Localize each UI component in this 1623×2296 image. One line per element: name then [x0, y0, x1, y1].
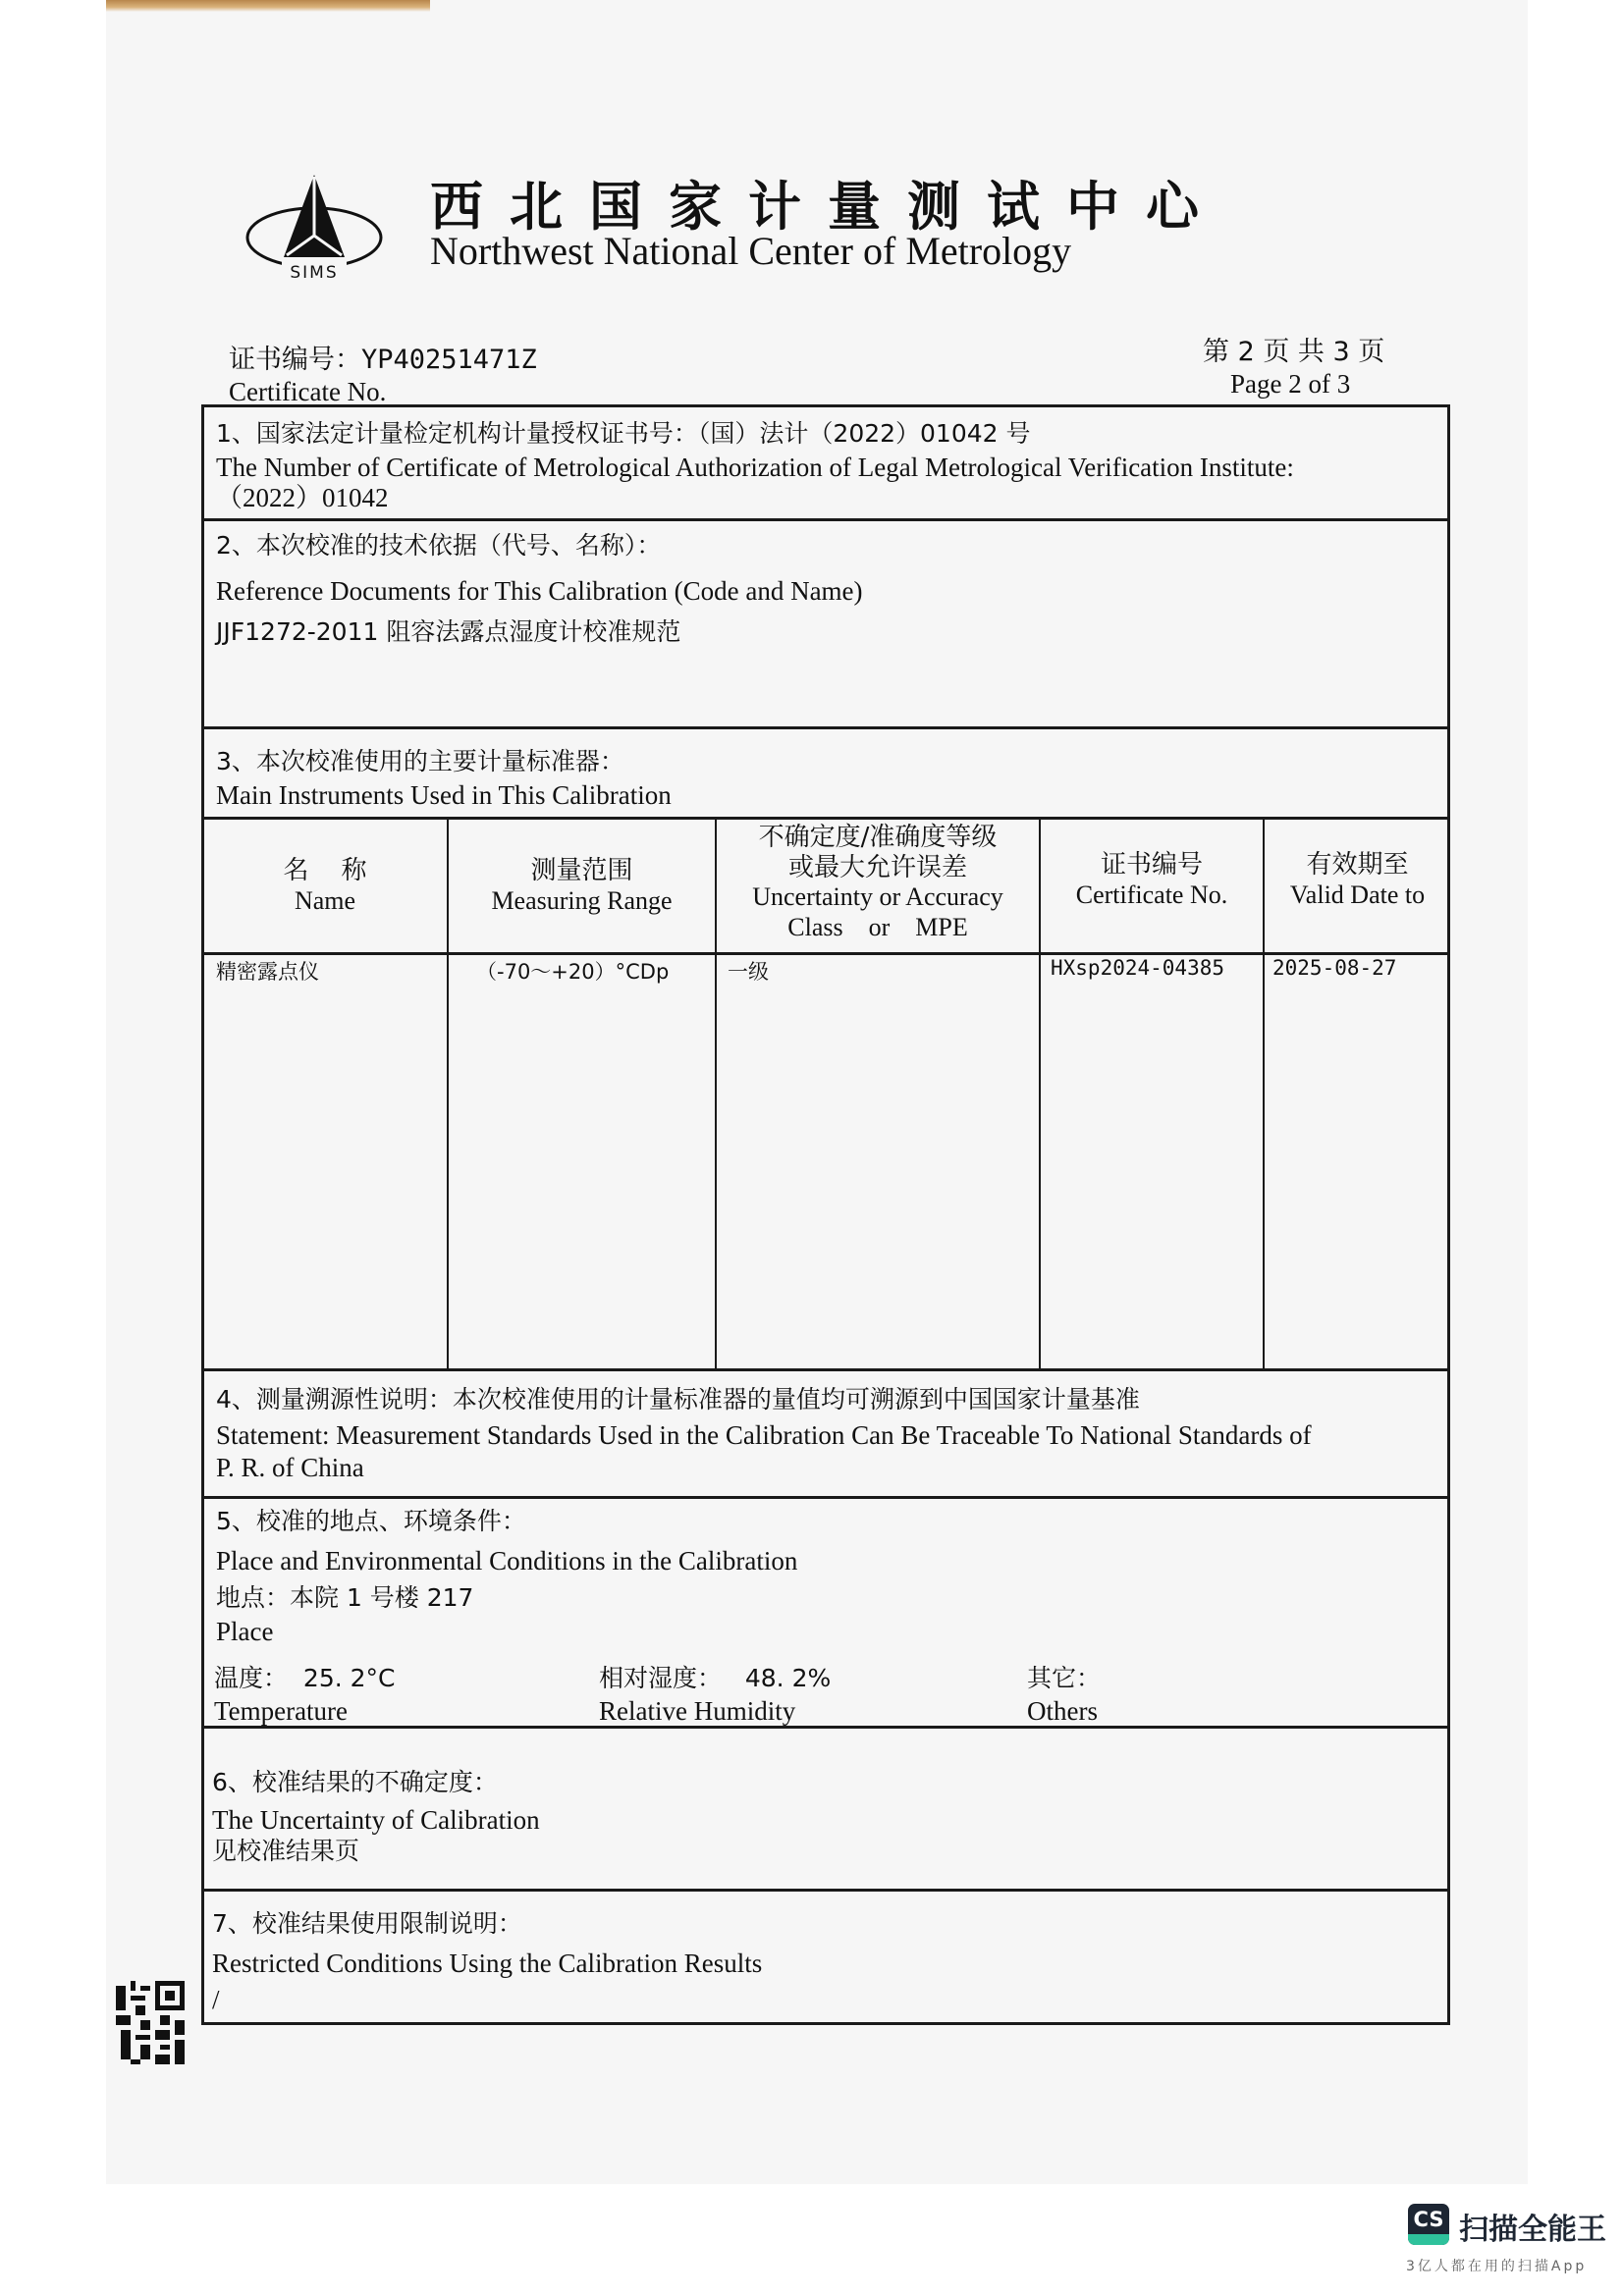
temperature-label-en: Temperature	[214, 1696, 349, 1726]
camscanner-app-name: 扫描全能王	[1459, 2213, 1606, 2247]
instrument-range: （-70～+20）°CDp	[476, 960, 670, 984]
org-title-en: Northwest National Center of Metrology	[430, 229, 1072, 273]
page-indicator-cn: 第 2 页 共 3 页	[1203, 337, 1385, 367]
section-7-value: /	[212, 1984, 220, 2014]
section-7	[212, 1910, 762, 2015]
relative-humidity	[599, 1659, 831, 1694]
section-6	[212, 1769, 540, 1866]
divider	[201, 1889, 1450, 1892]
place-value: 地点：本院 1 号楼 217	[216, 1582, 474, 1612]
humidity-value: 48. 2%	[744, 1664, 832, 1692]
section-4-statement: Statement: Measurement Standards Used in the Calibration Can Be Traceable To National Standards of	[216, 1419, 1312, 1450]
humidity-label: 相对湿度：	[599, 1664, 723, 1692]
section-4-statement-cont: P. R. of China	[216, 1452, 364, 1482]
divider	[201, 1368, 1450, 1371]
section-1-title-cn: 1、国家法定计量检定机构计量授权证书号：（国）法计（2022）01042 号	[216, 419, 1031, 448]
instrument-valid-date: 2025-08-27	[1272, 956, 1397, 980]
section-6-value: 见校准结果页	[212, 1836, 360, 1865]
temperature-label: 温度：	[214, 1664, 289, 1692]
section-1	[216, 420, 1294, 513]
certificate-number	[229, 338, 537, 376]
section-7-title-en: Restricted Conditions Using the Calibration Results	[212, 1948, 763, 1978]
camscanner-logo-text: CS	[1413, 2208, 1444, 2231]
section-6-title-en: The Uncertainty of Calibration	[212, 1804, 540, 1835]
divider	[201, 726, 1450, 729]
column-header-cert-no: 证书编号 Certificate No.	[1075, 850, 1228, 909]
column-header-name: 名 称 Name	[283, 856, 367, 915]
section-5	[216, 1508, 797, 1647]
section-3-title-en: Main Instruments Used in This Calibration	[216, 779, 672, 810]
section-5-title-cn: 5、校准的地点、环境条件：	[216, 1507, 526, 1535]
instrument-cert-no: HXsp2024-04385	[1051, 956, 1225, 980]
certificate-label-en: Certificate No.	[229, 377, 387, 406]
camscanner-tagline: 3亿人都在用的扫描App	[1406, 2259, 1588, 2274]
tape-strip	[106, 0, 430, 12]
section-1-title-en: The Number of Certificate of Metrological Authorization of Legal Metrological Verification Institute:	[216, 452, 1294, 482]
section-4-title-cn: 4、测量溯源性说明：本次校准使用的计量标准器的量值均可溯源到中国国家计量基准	[216, 1385, 1140, 1414]
section-4	[216, 1386, 1312, 1483]
column-header-valid-date: 有效期至 Valid Date to	[1289, 850, 1426, 909]
section-7-title-cn: 7、校准结果使用限制说明：	[212, 1909, 522, 1938]
place-label-en: Place	[216, 1616, 274, 1646]
section-1-value: （2022）01042	[216, 482, 389, 512]
section-5-title-en: Place and Environmental Conditions in the Calibration	[216, 1545, 798, 1575]
section-3	[216, 748, 672, 811]
qr-code-icon	[116, 1981, 185, 2069]
section-6-title-cn: 6、校准结果的不确定度：	[212, 1768, 498, 1796]
certificate-number-value: YP40251471Z	[361, 345, 537, 375]
sims-logo-icon	[241, 167, 388, 285]
page-indicator-en: Page 2 of 3	[1230, 369, 1351, 399]
others-label-en: Others	[1027, 1696, 1098, 1726]
certificate-label-cn: 证书编号：	[229, 345, 361, 375]
section-2-title-en: Reference Documents for This Calibration (Code and Name)	[216, 575, 863, 606]
divider	[201, 518, 1450, 521]
others-label: 其它：	[1027, 1664, 1102, 1692]
section-3-title-cn: 3、本次校准使用的主要计量标准器：	[216, 747, 624, 775]
instrument-name: 精密露点仪	[216, 960, 319, 984]
temperature	[214, 1659, 396, 1694]
section-2-title-cn: 2、本次校准的技术依据（代号、名称）：	[216, 531, 662, 560]
divider	[201, 2022, 1450, 2025]
humidity-label-en: Relative Humidity	[599, 1696, 796, 1726]
camscanner-logo-icon	[1408, 2204, 1449, 2245]
divider	[201, 1726, 1450, 1729]
temperature-value: 25. 2°C	[302, 1664, 396, 1692]
org-title-cn: 西北国家计量测试中心	[430, 176, 1225, 238]
column-header-accuracy: 不确定度/准确度等级 或最大允许误差 Uncertainty or Accuracy Class or MPE	[752, 823, 1003, 942]
column-header-range: 测量范围 Measuring Range	[491, 856, 673, 915]
section-2-value: JJF1272-2011 阻容法露点湿度计校准规范	[216, 616, 681, 646]
instrument-accuracy: 一级	[728, 960, 769, 984]
section-2	[216, 532, 863, 647]
divider	[201, 1496, 1450, 1499]
logo-text: SIMS	[290, 263, 339, 283]
